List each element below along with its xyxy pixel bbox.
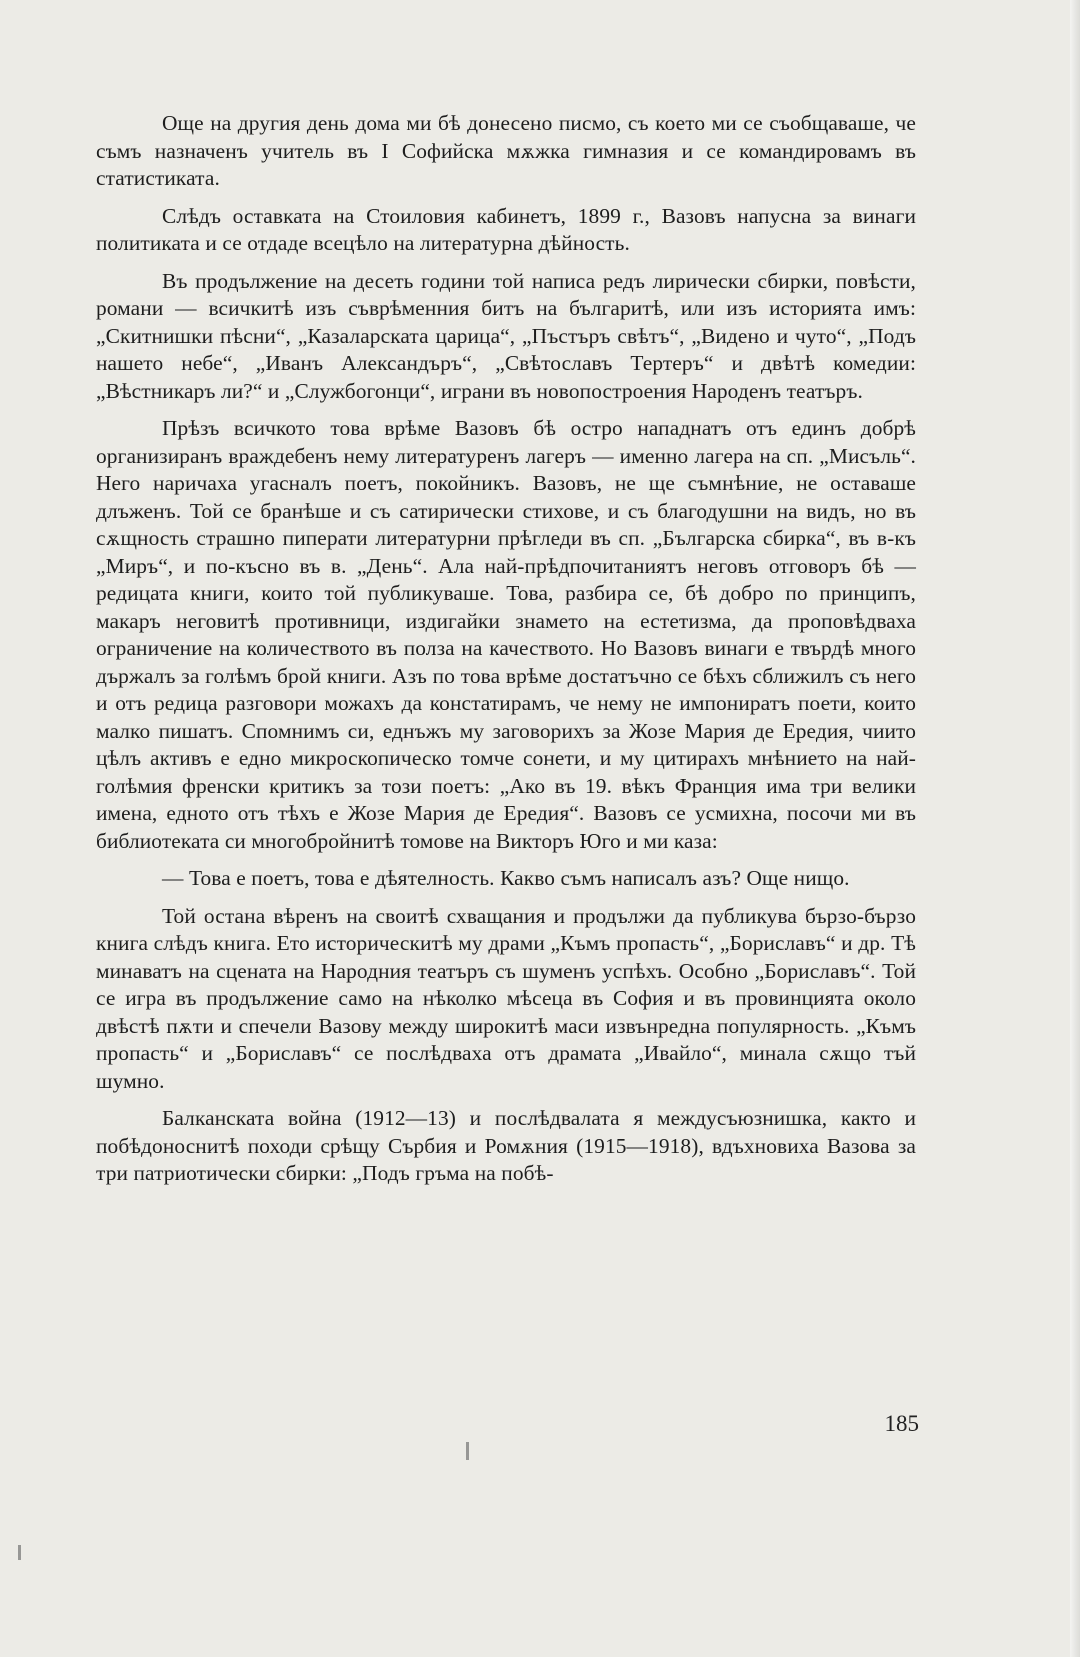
scan-mark (18, 1545, 21, 1560)
paragraph-4: Прѣзъ всичкото това врѣме Вазовъ бѣ остро нападнатъ отъ единъ добрѣ организиранъ враждебенъ нему литературенъ лагеръ — именно лагера на сп. „Мисъль“. Него наричаха угасналъ поетъ, покойникъ. Вазовъ, не ще съмнѣние, не оставаше длъженъ. Той се бранѣше и съ сатирически стихове, и съ благодушни на видъ, но въ сѫщность страшно пиперати литературни прѣгледи въ сп. „Българска сбирка“, въ в-къ „Миръ“, и по-късно въ в. „День“. Ала най-прѣдпочитаниятъ неговъ отговоръ бѣ — редицата книги, които той публикуваше. Това, разбира се, бѣ добро по принципъ, макаръ неговитѣ противници, издигайки знамето на естетизма, да проповѣдваха ограничение на количеството въ полза на качеството. Но Вазовъ винаги е твърдѣ много държалъ за голѣмъ брой книги. Азъ по това врѣме достатъчно се бѣхъ сближилъ съ него и отъ редица разговори можахъ да констатирамъ, че нему не импониратъ поети, които малко пишатъ. Спомнимъ си, еднъжъ му заговорихъ за Жозе Мария де Ередия, чиито цѣлъ активъ е едно микроскопическо томче сонети, и му цитирахъ мнѣнието на най-голѣмия френски критикъ за този поетъ: „Ако въ 19. вѣкъ Франция има три велики имена, едното отъ тѣхъ е Жозе Мария де Ередия“. Вазовъ се усмихна, посочи ми въ библиотеката си многобройнитѣ томове на Викторъ Юго и ми каза: (96, 416, 916, 853)
paragraph-3: Въ продължение на десеть години той написа редъ лирически сбирки, повѣсти, романи — всичкитѣ изъ съврѣменния битъ на българитѣ, или изъ историята имъ: „Скитнишки пѣсни“, „Казаларската царица“, „Пъстъръ свѣтъ“, „Видено и чуто“, „Подъ нашето небе“, „Иванъ Александъръ“, „Свѣтославъ Тертеръ“ и двѣтѣ комедии: „Вѣстникаръ ли?“ и „Службогонци“, играни въ новопостроения Народенъ театъръ. (96, 268, 916, 403)
scan-mark (466, 1442, 469, 1460)
body-text (96, 110, 916, 1198)
page-number: 185 (884, 1411, 919, 1436)
paragraph-2: Слѣдъ оставката на Стоиловия кабинетъ, 1899 г., Вазовъ напусна за винаги политиката и се отдаде всецѣло на литературна дѣйность. (96, 203, 916, 255)
paragraph-1: Още на другия день дома ми бѣ донесено писмо, съ което ми се съобщаваше, че съмъ назначенъ учитель въ I Софийска мѫжка гимназия и се командировамъ въ статистиката. (96, 111, 916, 190)
paragraph-6: Той остана вѣренъ на своитѣ схващания и продължи да публикува бързо-бързо книга слѣдъ книга. Ето историческитѣ му драми „Къмъ пропасть“, „Бориславъ“ и др. Тѣ минаватъ на сцената на Народния театъръ съ шуменъ успѣхъ. Особно „Бориславъ“. Той се игра въ продължение само на нѣколко мѣсеца въ София и въ провинцията около двѣстѣ пѫти и спечели Вазову между широкитѣ маси извънредна популярность. „Къмъ пропасть“ и „Бориславъ“ се послѣдваха отъ драмата „Ивайло“, минала сѫщо тъй шумно. (96, 903, 916, 1093)
paragraph-5: — Това е поетъ, това е дѣятелность. Какво съмъ написалъ азъ? Още нищо. (162, 866, 850, 890)
paragraph-7: Балканската война (1912—13) и послѣдвалата я междусъюзнишка, както и побѣдоноснитѣ походи срѣщу Сърбия и Ромѫния (1915—1918), вдъхновиха Вазова за три патриотически сбирки: „Подъ гръма на побѣ- (96, 1106, 916, 1185)
page-edge-shadow (1070, 0, 1080, 1657)
